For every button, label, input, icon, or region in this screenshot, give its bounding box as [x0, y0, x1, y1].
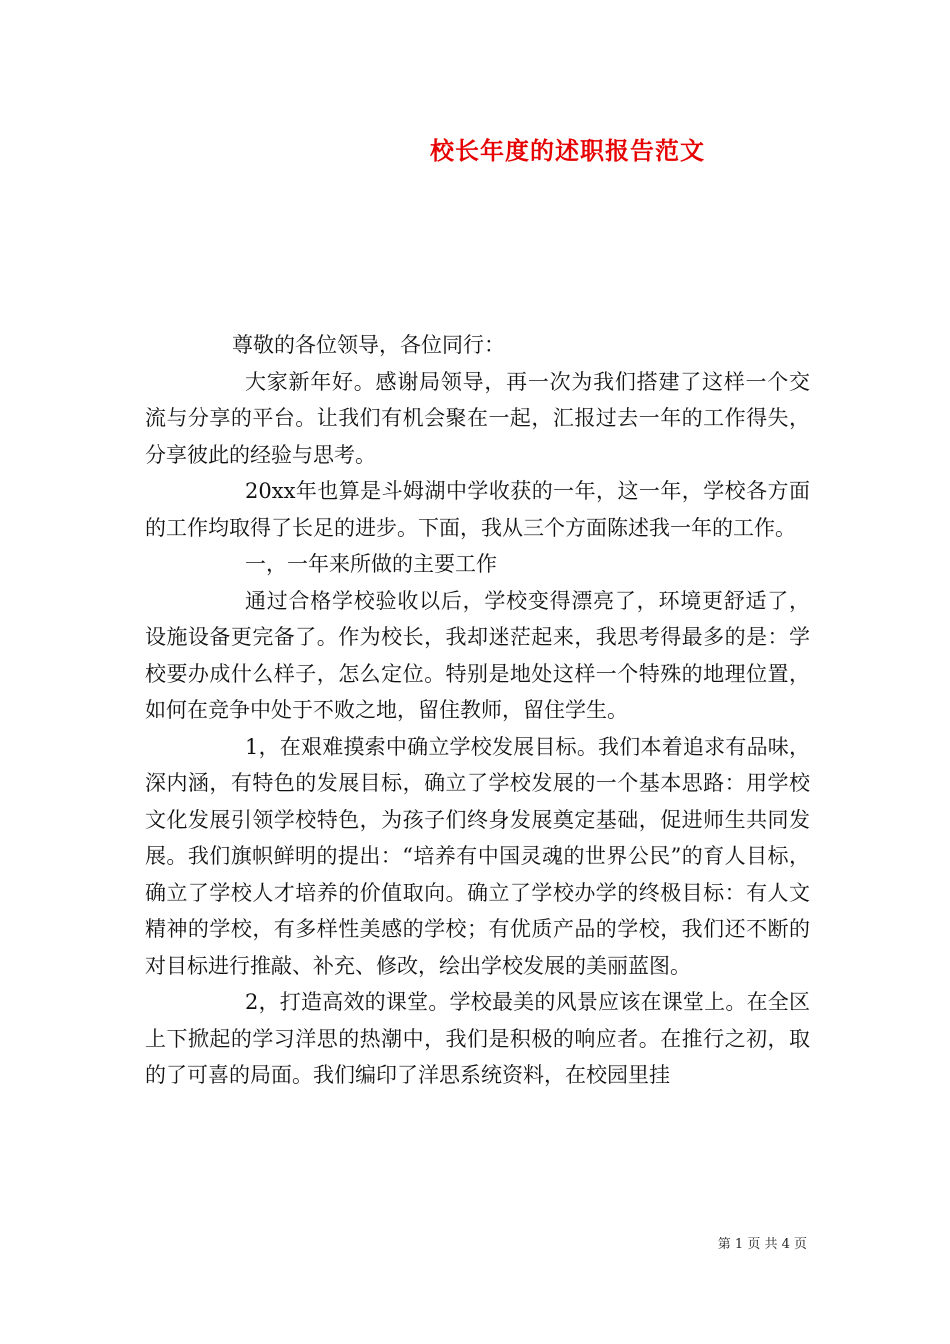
paragraph: 大家新年好。感谢局领导，再一次为我们搭建了这样一个交流与分享的平台。让我们有机会聚在一起，汇报过去一年的工作得失，分享彼此的经验与思考。 — [145, 369, 810, 467]
paragraph: 2，打造高效的课堂。学校最美的风景应该在课堂上。在全区上下掀起的学习洋思的热潮中，我们是积极的响应者。在推行之初，取的了可喜的局面。我们编印了洋思系统资料，在校园里挂 — [145, 990, 810, 1087]
paragraph: 通过合格学校验收以后，学校变得漂亮了，环境更舒适了，设施设备更完备了。作为校长，我却迷茫起来，我思考得最多的是：学校要办成什么样子，怎么定位。特别是地处这样一个特殊的地理位置，如何在竞争中处于不败之地，留住教师，留住学生。 — [145, 588, 810, 722]
document-body — [145, 327, 810, 1094]
document-title: 校长年度的述职报告范文 — [430, 136, 705, 165]
section-heading: 一，一年来所做的主要工作 — [245, 552, 497, 576]
paragraph: 1，在艰难摸索中确立学校发展目标。我们本着追求有品味，深内涵，有特色的发展目标，确立了学校发展的一个基本思路：用学校文化发展引领学校特色，为孩子们终身发展奠定基础，促进师生共同发展。我们旗帜鲜明的提出：“培养有中国灵魂的世界公民”的育人目标，确立了学校人才培养的价值取向。确立了学校办学的终极目标：有人文精神的学校，有多样性美感的学校；有优质产品的学校，我们还不断的对目标进行推敲、补充、修改，绘出学校发展的美丽蓝图。 — [145, 734, 810, 978]
page-number: 第 1 页 共 4 页 — [717, 1237, 807, 1252]
paragraph: 20xx年也算是斗姆湖中学收获的一年，这一年，学校各方面的工作均取得了长足的进步。下面，我从三个方面陈述我一年的工作。 — [145, 479, 810, 540]
salutation: 尊敬的各位领导，各位同行： — [232, 333, 505, 357]
